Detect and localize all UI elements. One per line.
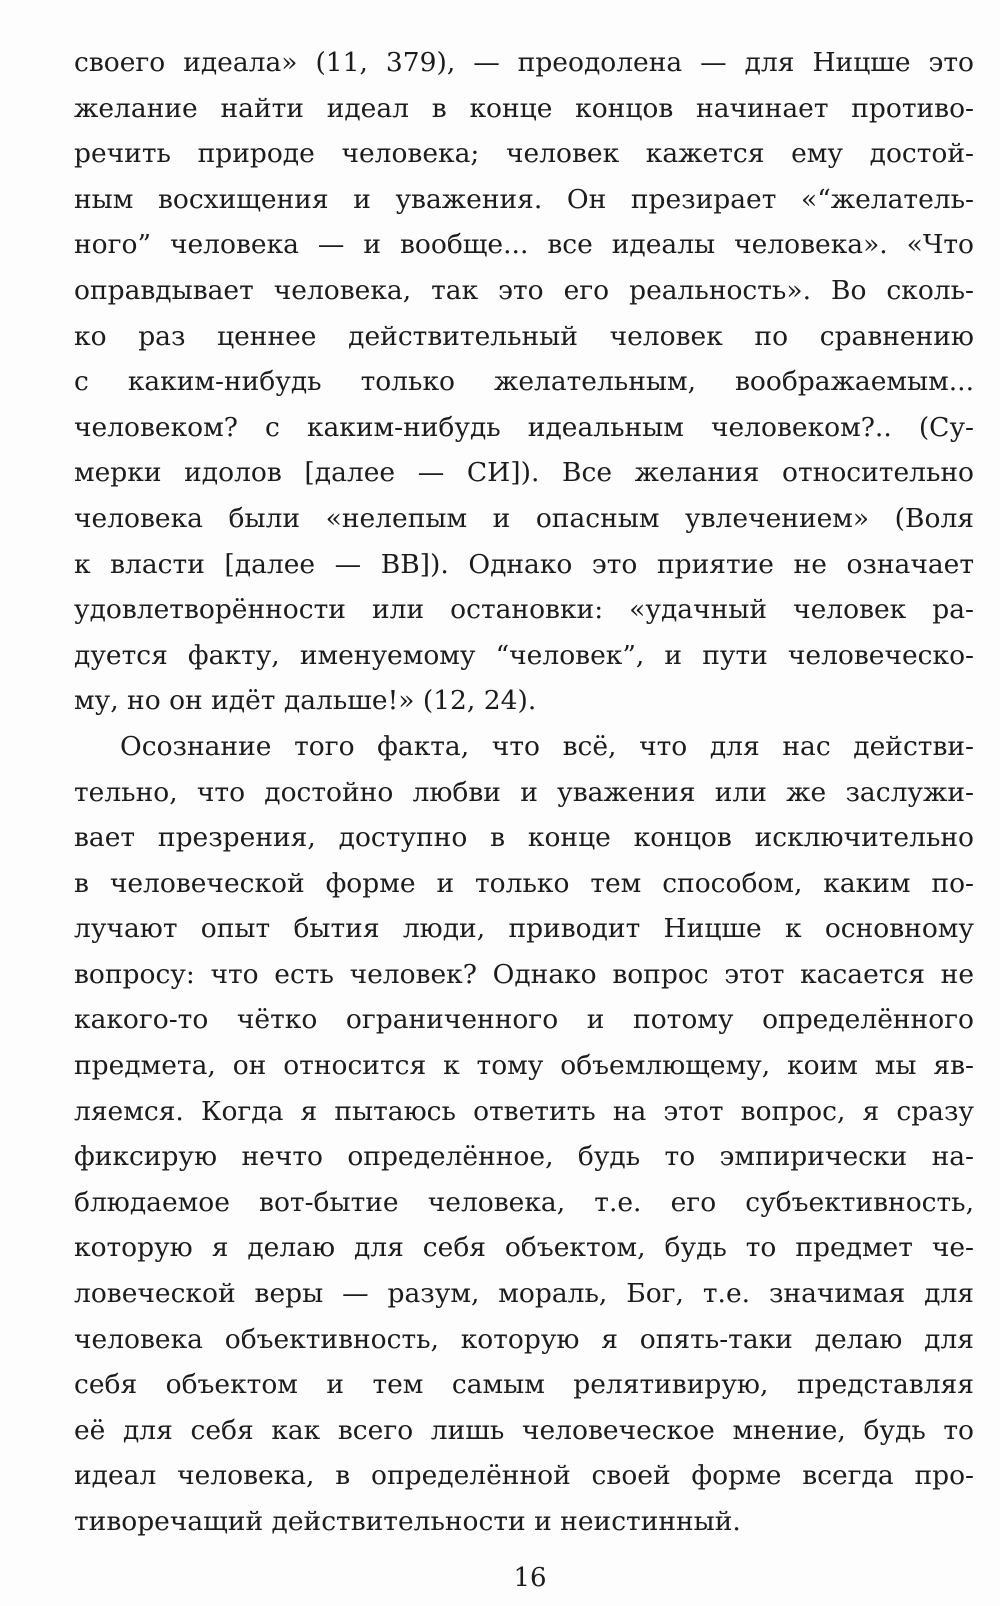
text-line: идеал человека, в определённой своей форме всегда про- bbox=[74, 1460, 974, 1492]
text-line: ко раз ценнее действительный человек по сравнению bbox=[74, 320, 974, 352]
text-line: речить природе человека; человек кажется ему достой- bbox=[74, 138, 974, 170]
text-line: желание найти идеал в конце концов начинает противо- bbox=[74, 92, 974, 124]
body-text bbox=[74, 40, 974, 1545]
text-line: Осознание того факта, что всё, что для нас действи- bbox=[120, 730, 974, 762]
text-line: с каким-нибудь только желательным, воображаемым... bbox=[74, 366, 974, 398]
text-line: ным восхищения и уважения. Он презирает «“желатель- bbox=[74, 183, 974, 215]
text-line: удовлетворённости или остановки: «удачный человек ра- bbox=[74, 594, 974, 626]
text-line: му, но он идёт дальше!» (12, 24). bbox=[74, 685, 537, 717]
page-number: 16 bbox=[513, 1563, 547, 1593]
text-line: предмета, он относится к тому объемлющему, коим мы яв- bbox=[74, 1050, 974, 1082]
text-line: оправдывает человека, так это его реальность». Во сколь- bbox=[74, 274, 974, 306]
text-line: тельно, что достойно любви и уважения или же заслужи- bbox=[74, 776, 974, 808]
text-line: тиворечащий действительности и неистинный. bbox=[74, 1506, 741, 1537]
text-line: себя объектом и тем самым релятивирую, представляя bbox=[74, 1369, 974, 1401]
text-line: человека объективность, которую я опять-таки делаю для bbox=[74, 1323, 974, 1355]
text-line: дуется факту, именуемому “человек”, и пути человеческо- bbox=[74, 639, 974, 671]
text-line: которую я делаю для себя объектом, будь то предмет че- bbox=[74, 1232, 974, 1264]
text-line: вает презрения, доступно в конце концов исключительно bbox=[74, 822, 974, 854]
text-line: человека были «нелепым и опасным увлечением» (Воля bbox=[74, 502, 974, 534]
text-line: лучают опыт бытия люди, приводит Ницше к основному bbox=[74, 913, 974, 945]
text-line: её для себя как всего лишь человеческое мнение, будь то bbox=[74, 1414, 974, 1446]
text-line: в человеческой форме и только тем способом, каким по- bbox=[74, 867, 974, 899]
text-line: фиксирую нечто определённое, будь то эмпирически на- bbox=[74, 1141, 974, 1173]
text-line: какого-то чётко ограниченного и потому определённого bbox=[74, 1004, 974, 1036]
text-line: вопросу: что есть человек? Однако вопрос этот касается не bbox=[74, 958, 974, 990]
text-line: блюдаемое вот-бытие человека, т.е. его субъективность, bbox=[74, 1186, 974, 1218]
text-line: человеком? с каким-нибудь идеальным человеком?.. (Су- bbox=[74, 411, 974, 443]
text-line: к власти [далее — ВВ]). Однако это приятие не означает bbox=[74, 548, 974, 580]
text-line: ляемся. Когда я пытаюсь ответить на этот вопрос, я сразу bbox=[74, 1095, 974, 1127]
text-line: своего идеала» (11, 379), — преодолена — для Ницше это bbox=[74, 47, 974, 78]
text-line: мерки идолов [далее — СИ]). Все желания относительно bbox=[74, 457, 974, 489]
text-line: ловеческой веры — разум, мораль, Бог, т.е. значимая для bbox=[74, 1278, 974, 1310]
text-line: ного” человека — и вообще... все идеалы человека». «Что bbox=[74, 229, 974, 261]
